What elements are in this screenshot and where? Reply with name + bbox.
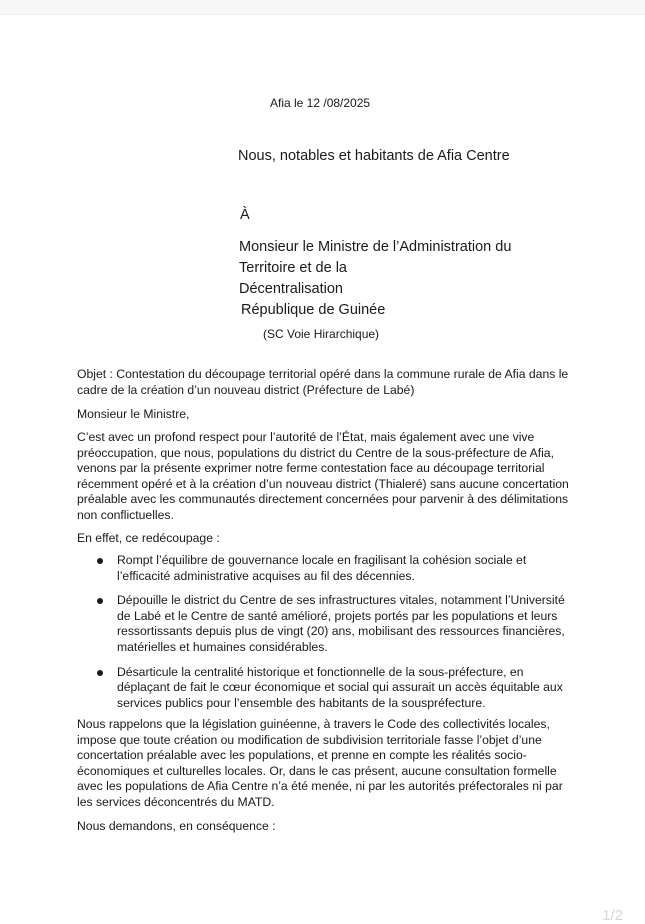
list-item xyxy=(77,593,572,655)
recipient-line: Monsieur le Ministre de l’Administration du xyxy=(239,239,512,255)
list-item-text: Dépouille le district du Centre de ses infrastructures vitales, notamment l’Université de Labé et le Centre de santé amélioré, projets portés par les populations et leurs ressortissants depuis plus de vingt (20) ans, mobilisant des ressources financières, matérielles et humaines considérables. xyxy=(117,593,565,654)
viewer-top-bar xyxy=(0,0,645,15)
routing-note: (SC Voie Hirarchique) xyxy=(263,327,380,341)
page-number: 1/2 xyxy=(602,907,623,924)
list-item-text: Rompt l’équilibre de gouvernance locale en fragilisant la cohésion sociale et l’efficacité administrative acquises au fil des décennies. xyxy=(117,553,527,583)
bullet-icon xyxy=(97,670,103,676)
list-item xyxy=(77,665,572,712)
list-item-text: Désarticule la centralité historique et fonctionnelle de la sous-préfecture, en déplaçant de fait le cœur économique et social qui assurait un accès équitable aux services publics pour l’ensemble des habitants de la souspréfecture. xyxy=(117,664,563,710)
bullet-icon xyxy=(97,598,103,604)
recipient-line: Décentralisation xyxy=(239,281,343,297)
recipient-line: République de Guinée xyxy=(241,302,386,318)
letter-date: Afia le 12 /08/2025 xyxy=(270,96,371,110)
list-item xyxy=(77,553,572,584)
bullet-icon xyxy=(97,558,103,564)
list-intro: En effet, ce redécoupage : xyxy=(77,531,220,545)
recipient-line: Territoire et de la xyxy=(239,260,347,276)
letter-object: Objet : Contestation du découpage territorial opéré dans la commune rurale de Afia dans le cadre de la création d’un nouveau district (Préfecture de Labé) xyxy=(77,367,569,397)
document-page xyxy=(0,15,645,924)
recipient-block xyxy=(239,237,559,321)
demand-intro: Nous demandons, en conséquence : xyxy=(77,819,276,833)
body-paragraph: C’est avec un profond respect pour l’autorité de l’État, mais également avec une vive préoccupation, que nous, populations du district du Centre de la sous-préfecture de Afia, venons par la présente exprimer notre ferme contestation face au découpage territorial récemment opéré et à la création d’un nouveau district (Thialeré) sans aucune concertation préalable avec les communautés directement concernées pour parvenir à des délimitations non conflictuelles. xyxy=(77,430,569,522)
addressee-marker: À xyxy=(240,207,250,223)
body-paragraph: Nous rappelons que la législation guinéenne, à travers le Code des collectivités locales, impose que toute création ou modification de subdivision territoriale fasse l’objet d’une concertation préalable avec les populations, et prenne en compte les réalités socio-économiques et culturelles locales. Or, dans le cas présent, aucune consultation formelle avec les populations de Afia Centre n’a été menée, ni par les autorités préfectorales ni par les services déconcentrés du MATD. xyxy=(77,717,563,809)
salutation: Monsieur le Ministre, xyxy=(77,407,190,421)
letter-sender: Nous, notables et habitants de Afia Centre xyxy=(238,148,510,164)
grievance-list xyxy=(77,553,572,720)
